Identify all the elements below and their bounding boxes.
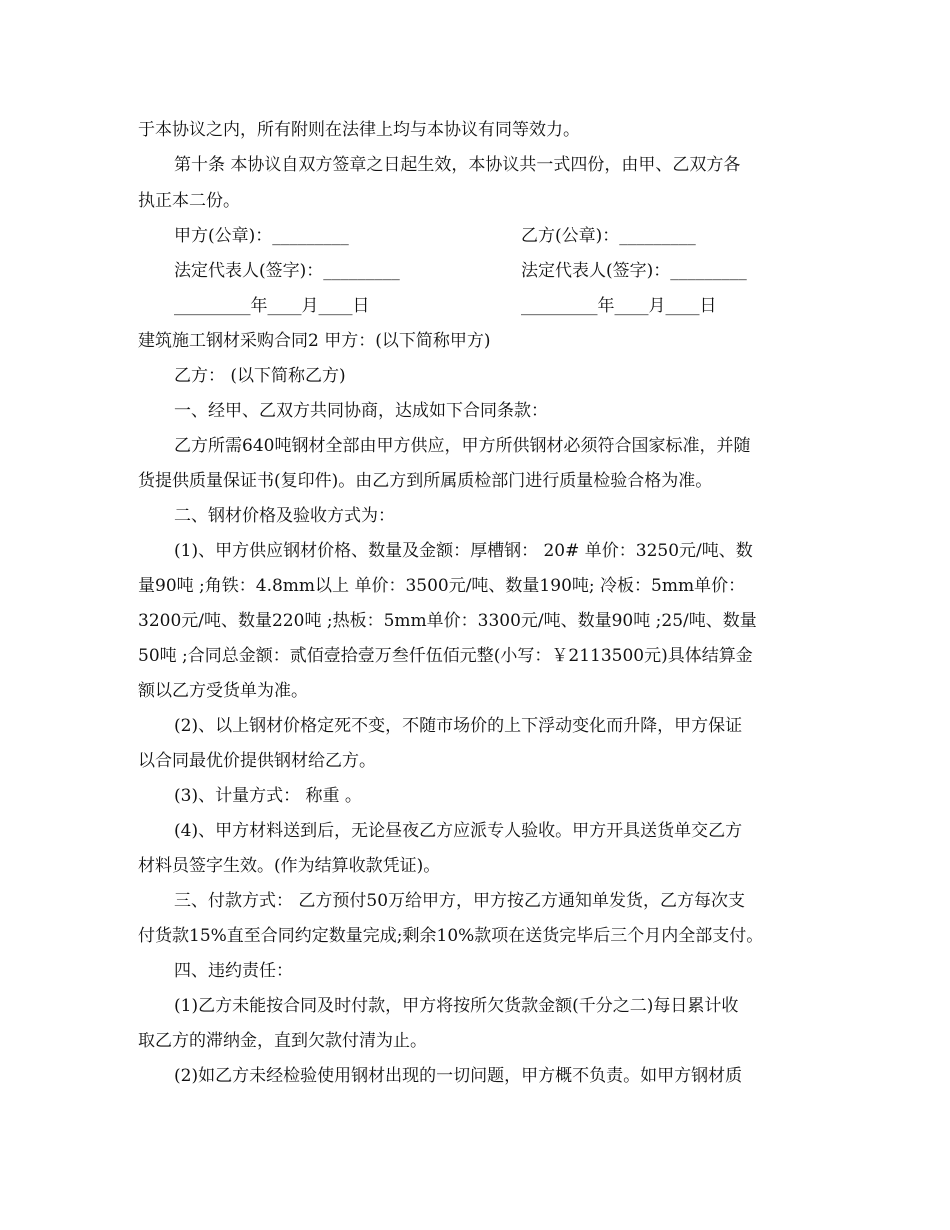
breach-clause-line: (2)如乙方未经检验使用钢材出现的一切问题，甲方概不负责。如甲方钢材质 (174, 1066, 743, 1086)
paragraph-line: 于本协议之内，所有附则在法律上均与本协议有同等效力。 (138, 120, 580, 140)
section-four-heading: 四、违约责任： (174, 961, 293, 981)
price-fixed-clause-line: 以合同最优价提供钢材给乙方。 (138, 751, 376, 771)
price-clause-line: 50吨 ;合同总金额：贰佰壹拾壹万叁仟伍佰元整(小写：￥2113500元)具体结算金 (138, 646, 753, 666)
paragraph-line: 货提供质量保证书(复印件)。由乙方到所属质检部门进行质量检验合格为准。 (138, 471, 713, 491)
party-a-seal-line: 甲方(公章)：_________ (174, 226, 349, 246)
price-clause-line: (1)、甲方供应钢材价格、数量及金额：厚槽钢： 20# 单价：3250元/吨、数 (174, 541, 753, 561)
paragraph-line: 执正本二份。 (138, 191, 240, 211)
section-two-heading: 二、钢材价格及验收方式为： (174, 506, 395, 526)
contract-title-line: 建筑施工钢材采购合同2 甲方：(以下简称甲方) (138, 331, 491, 351)
party-b-date-line: _________年____月____日 (521, 296, 717, 316)
price-fixed-clause-line: (2)、以上钢材价格定死不变，不随市场价的上下浮动变化而升降，甲方保证 (174, 716, 743, 736)
acceptance-clause-line: (4)、甲方材料送到后，无论昼夜乙方应派专人验收。甲方开具送货单交乙方 (174, 821, 743, 841)
price-clause-line: 3200元/吨、数量220吨 ;热板：5mm单价：3300元/吨、数量90吨 ;25/吨、数量 (138, 611, 757, 631)
breach-clause-line: 取乙方的滞纳金，直到欠款付清为止。 (138, 1031, 427, 1051)
payment-clause-line: 三、付款方式： 乙方预付50万给甲方，甲方按乙方通知单发货，乙方每次支 (174, 891, 746, 911)
section-one-heading: 一、经甲、乙双方共同协商，达成如下合同条款： (174, 401, 548, 421)
breach-clause-line: (1)乙方未能按合同及时付款，甲方将按所欠货款金额(千分之二)每日累计收 (174, 996, 739, 1016)
price-clause-line: 额以乙方受货单为准。 (138, 681, 308, 701)
party-a-date-line: _________年____月____日 (174, 296, 370, 316)
price-clause-line: 量90吨 ;角铁：4.8mm以上 单价：3500元/吨、数量190吨; 冷板：5mm单价： (138, 576, 746, 596)
party-b-line: 乙方： (以下简称乙方) (174, 366, 346, 386)
party-b-representative-line: 法定代表人(签字)：_________ (521, 261, 747, 281)
payment-clause-line: 付货款15%直至合同约定数量完成;剩余10%款项在送货完毕后三个月内全部支付。 (138, 926, 764, 946)
party-b-seal-line: 乙方(公章)：_________ (521, 226, 696, 246)
article-ten-line: 第十条 本协议自双方签章之日起生效，本协议共一式四份，由甲、乙双方各 (174, 155, 741, 175)
paragraph-line: 乙方所需640吨钢材全部由甲方供应，甲方所供钢材必须符合国家标准，并随 (174, 436, 751, 456)
acceptance-clause-line: 材料员签字生效。(作为结算收款凭证)。 (138, 856, 441, 876)
measurement-clause-line: (3)、计量方式： 称重 。 (174, 786, 362, 806)
party-a-representative-line: 法定代表人(签字)：_________ (174, 261, 400, 281)
